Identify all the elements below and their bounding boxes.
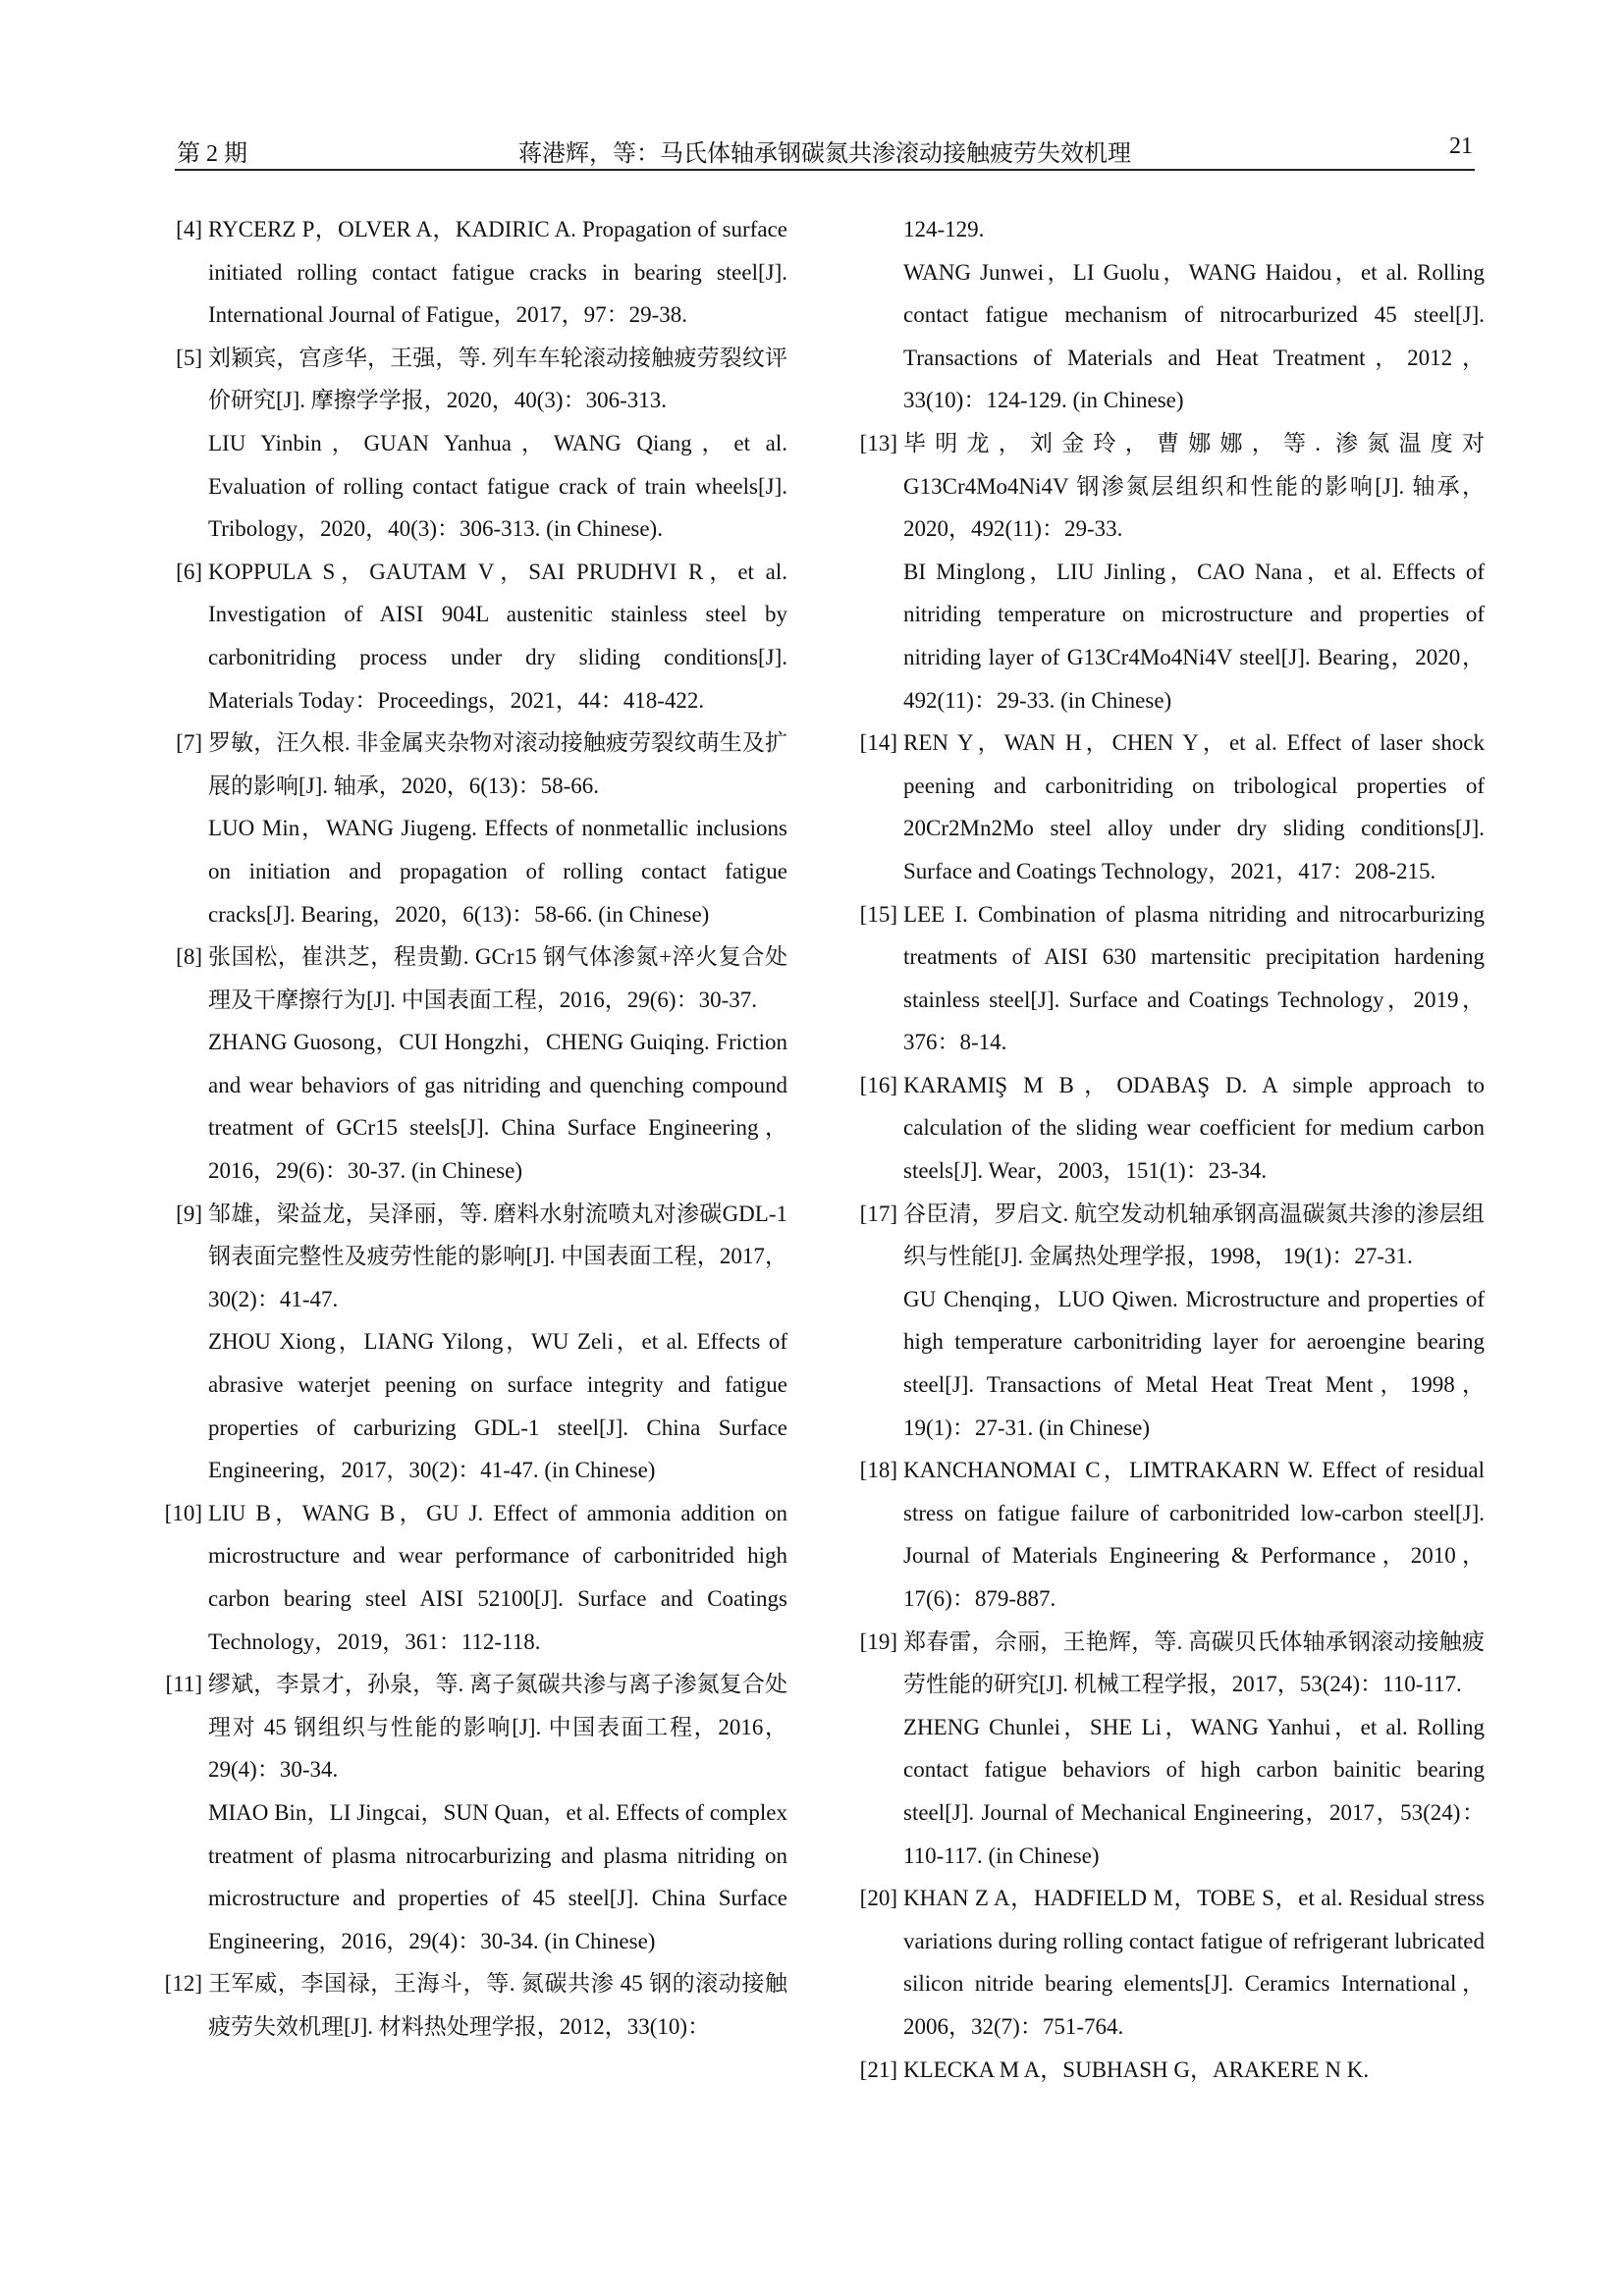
reference-number: [21] [859, 2056, 897, 2082]
references-left-column [147, 208, 787, 2049]
reference-english: LEE I. Combination of plasma nitriding and nitrocarburizing treatments of AISI 630 martensitic precipitation hardening stainless steel[J]. Surface and Coatings Technology，2019，376：8-14. [903, 901, 1485, 1055]
reference-chinese: 张国松，崔洪芝，程贵勤. GCr15 钢气体渗氮+淬火复合处理及干摩擦行为[J]. 中国表面工程，2016，29(6)：30-37. [208, 944, 787, 1012]
reference-12 [147, 1962, 787, 2048]
reference-chinese: 郑春雷，佘丽，王艳辉，等. 高碳贝氏体轴承钢滚动接触疲劳性能的研究[J]. 机械工程学报，2017，53(24)：110-117. [903, 1629, 1485, 1697]
reference-21 [842, 2049, 1485, 2092]
reference-number: [16] [859, 1072, 897, 1097]
reference-number: [8] [176, 944, 202, 970]
reference-18 [842, 1449, 1485, 1620]
reference-english: BI Minglong，LIU Jinling，CAO Nana，et al. Effects of nitriding temperature on microstructure and properties of nitriding layer of G13Cr4Mo4Ni4V steel[J]. Bearing，2020，492(11)：29-33. (in Chinese) [903, 559, 1485, 713]
reference-chinese: 缪斌，李景才，孙泉，等. 离子氮碳共渗与离子渗氮复合处理对 45 钢组织与性能的影响[J]. 中国表面工程，2016，29(4)：30-34. [208, 1672, 787, 1783]
reference-chinese: 罗敏，汪久根. 非金属夹杂物对滚动接触疲劳裂纹萌生及扩展的影响[J]. 轴承，2020，6(13)：58-66. [208, 730, 787, 798]
reference-14 [842, 721, 1485, 892]
reference-chinese: 刘颖宾，宫彦华，王强，等. 列车车轮滚动接触疲劳裂纹评价研究[J]. 摩擦学学报，2020，40(3)：306-313. [208, 345, 787, 413]
reference-english: GU Chenqing，LUO Qiwen. Microstructure and properties of high temperature carbonitriding layer for aeroengine bearing steel[J]. Transactions of Metal Heat Treat Ment，1998，19(1)：27-31. (in Chinese) [903, 1286, 1485, 1440]
reference-9 [147, 1193, 787, 1492]
reference-english: LIU B，WANG B，GU J. Effect of ammonia addition on microstructure and wear performance of carbonitrided high carbon bearing steel AISI 52100[J]. Surface and Coatings Technology，2019，361：112-118. [208, 1500, 787, 1654]
reference-number: [9] [176, 1201, 202, 1226]
reference-english: KLECKA M A，SUBHASH G，ARAKERE N K. [903, 2056, 1370, 2082]
reference-english: ZHANG Guosong，CUI Hongzhi，CHENG Guiqing. Friction and wear behaviors of gas nitriding and quenching compound treatment of GCr15 steels[J]. China Surface Engineering，2016，29(6)：30-37. (in Chinese) [208, 1030, 787, 1184]
reference-11 [147, 1663, 787, 1962]
reference-english: RYCERZ P，OLVER A，KADIRIC A. Propagation of surface initiated rolling contact fatigue cracks in bearing steel[J]. International Journal of Fatigue，2017，97：29-38. [208, 217, 787, 328]
reference-17 [842, 1193, 1485, 1450]
page-number: 21 [1449, 133, 1473, 159]
reference-8 [147, 935, 787, 1193]
reference-chinese: 124-129. [903, 217, 985, 241]
reference-number: [17] [859, 1201, 897, 1226]
reference-number: [18] [859, 1458, 897, 1483]
page-header [175, 126, 1475, 171]
reference-number: [19] [859, 1629, 897, 1654]
reference-english: KOPPULA S，GAUTAM V，SAI PRUDHVI R，et al. Investigation of AISI 904L austenitic stainless steel by carbonitriding process under dry sliding conditions[J]. Materials Today：Proceedings，2021，44：418-422. [208, 559, 787, 713]
reference-english: ZHENG Chunlei，SHE Li，WANG Yanhui，et al. Rolling contact fatigue behaviors of high carbon bainitic bearing steel[J]. Journal of Mechanical Engineering，2017，53(24)：110-117. (in Chinese) [903, 1714, 1485, 1868]
reference-number: [20] [859, 1886, 897, 1911]
issue-label: 第 2 期 [177, 141, 247, 167]
reference-12-continued [842, 208, 1485, 422]
reference-20 [842, 1877, 1485, 2048]
reference-english: REN Y，WAN H，CHEN Y，et al. Effect of laser shock peening and carbonitriding on tribological properties of 20Cr2Mn2Mo steel alloy under dry sliding conditions[J]. Surface and Coatings Technology，2021，417：208-215. [903, 730, 1485, 883]
reference-english: MIAO Bin，LI Jingcai，SUN Quan，et al. Effects of complex treatment of plasma nitrocarburizing and plasma nitriding on microstructure and properties of 45 steel[J]. China Surface Engineering，2016，29(4)：30-34. (in Chinese) [208, 1799, 787, 1953]
reference-english: ZHOU Xiong，LIANG Yilong，WU Zeli，et al. Effects of abrasive waterjet peening on surface integrity and fatigue properties of carburizing GDL-1 steel[J]. China Surface Engineering，2017，30(2)：41-47. (in Chinese) [208, 1329, 787, 1483]
reference-number: [12] [164, 1971, 202, 1997]
references-right-column [842, 208, 1485, 2091]
reference-10 [147, 1492, 787, 1663]
reference-13 [842, 422, 1485, 721]
reference-english: WANG Junwei，LI Guolu，WANG Haidou，et al. Rolling contact fatigue mechanism of nitrocarburized 45 steel[J]. Transactions of Materials and Heat Treatment，2012，33(10)：124-129. (in Chinese) [903, 259, 1485, 413]
reference-english: LUO Min，WANG Jiugeng. Effects of nonmetallic inclusions on initiation and propagation of rolling contact fatigue cracks[J]. Bearing，2020，6(13)：58-66. (in Chinese) [208, 816, 787, 927]
reference-chinese: 王军威，李国禄，王海斗，等. 氮碳共渗 45 钢的滚动接触疲劳失效机理[J]. 材料热处理学报，2012，33(10)： [208, 1971, 787, 2039]
reference-7 [147, 721, 787, 935]
reference-number: [13] [859, 430, 897, 455]
reference-chinese: 邹雄，梁益龙，吴泽丽，等. 磨料水射流喷丸对渗碳GDL-1 钢表面完整性及疲劳性能的影响[J]. 中国表面工程，2017，30(2)：41-47. [208, 1201, 787, 1311]
reference-english: LIU Yinbin，GUAN Yanhua，WANG Qiang，et al. Evaluation of rolling contact fatigue crack of train wheels[J]. Tribology，2020，40(3)：306-313. (in Chinese). [208, 430, 787, 542]
reference-number: [6] [176, 559, 202, 584]
reference-19 [842, 1621, 1485, 1878]
reference-chinese: 谷臣清，罗启文. 航空发动机轴承钢高温碳氮共渗的渗层组织与性能[J]. 金属热处理学报，1998， 19(1)：27-31. [903, 1201, 1485, 1269]
reference-5 [147, 337, 787, 551]
reference-number: [5] [176, 345, 202, 370]
reference-6 [147, 551, 787, 721]
reference-15 [842, 893, 1485, 1064]
reference-chinese: 毕明龙，刘金玲，曹娜娜，等. 渗氮温度对 G13Cr4Mo4Ni4V 钢渗氮层组织和性能的影响[J]. 轴承，2020，492(11)：29-33. [903, 430, 1485, 542]
reference-number: [15] [859, 901, 897, 927]
reference-number: [11] [165, 1672, 202, 1697]
reference-16 [842, 1064, 1485, 1193]
reference-4 [147, 208, 787, 337]
reference-english: KARAMIŞ M B，ODABAŞ D. A simple approach to calculation of the sliding wear coefficient for medium carbon steels[J]. Wear，2003，151(1)：23-34. [903, 1072, 1485, 1184]
running-title: 蒋港辉，等：马氏体轴承钢碳氮共渗滚动接触疲劳失效机理 [518, 141, 1131, 167]
reference-number: [10] [164, 1500, 202, 1525]
reference-number: [7] [176, 730, 202, 756]
reference-english: KHAN Z A，HADFIELD M，TOBE S，et al. Residual stress variations during rolling contact fatigue of refrigerant lubricated silicon nitride bearing elements[J]. Ceramics International，2006，32(7)：751-764. [903, 1886, 1485, 2039]
reference-english: KANCHANOMAI C，LIMTRAKARN W. Effect of residual stress on fatigue failure of carbonitrided low-carbon steel[J]. Journal of Materials Engineering & Performance，2010，17(6)：879-887. [903, 1458, 1485, 1611]
reference-number: [4] [176, 217, 202, 241]
reference-number: [14] [859, 730, 897, 756]
